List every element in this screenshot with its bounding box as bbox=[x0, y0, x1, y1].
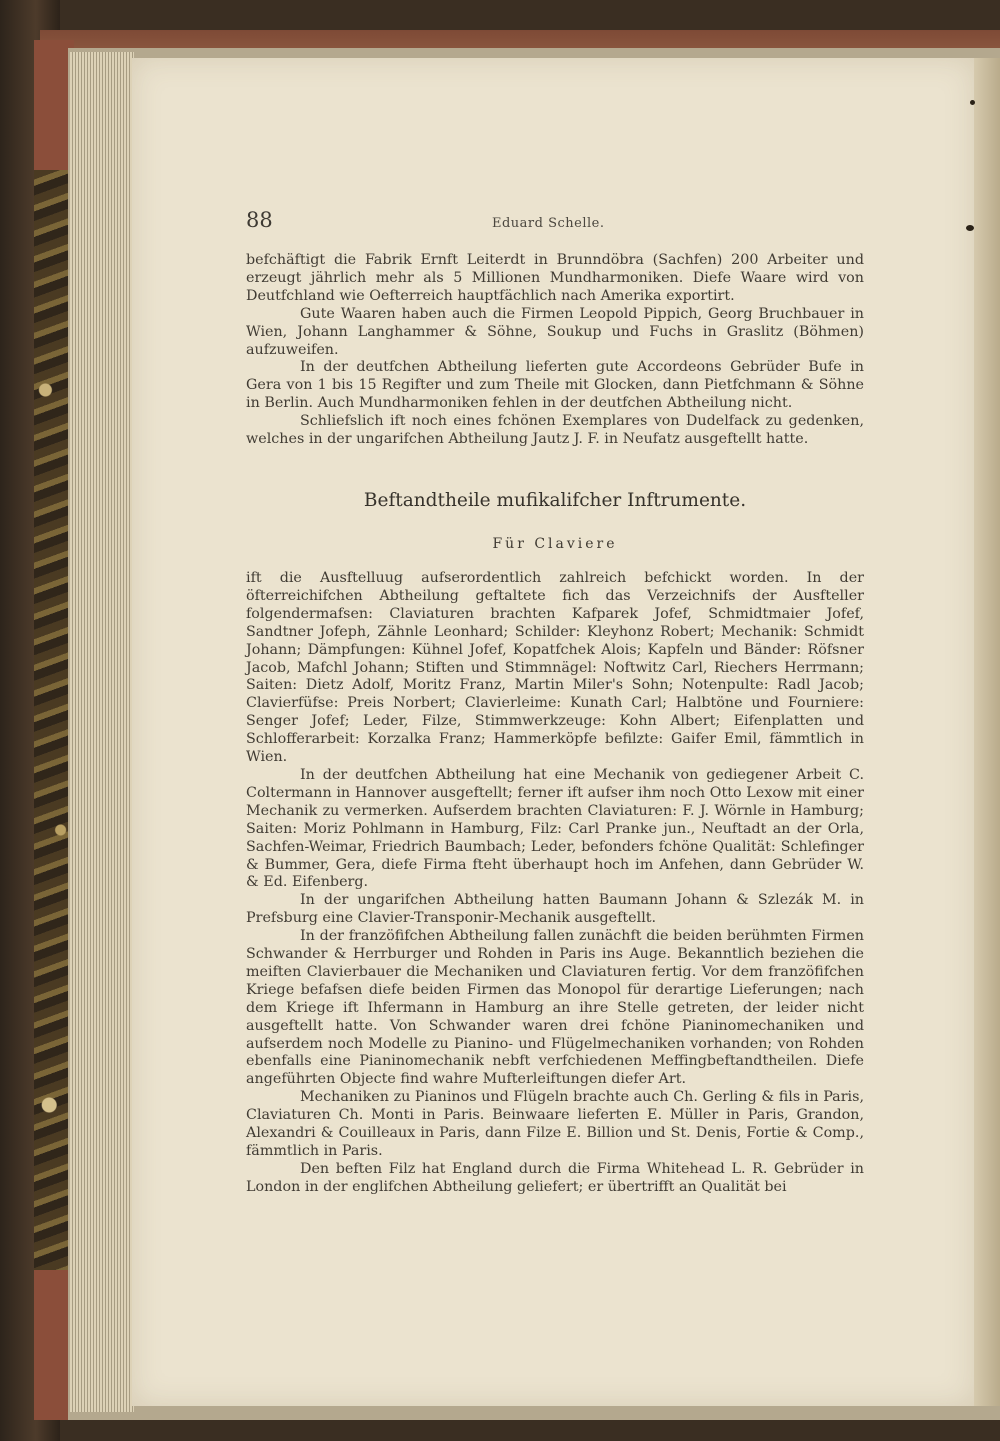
paragraph: ift die Ausftelluug aufserordentlich zahlreich befchickt worden. In der öfterreichifchen Abtheilung geftaltete fich das Verzeichnifs der Ausfteller folgendermafsen: Claviaturen brachten Kafparek Jofef, Schmidtmaier Jofef, Sandtner Jofeph, Zähnle Leonhard; Schilder: Kleyhonz Robert; Mechanik: Schmidt Johann; Dämpfungen: Kühnel Jofef, Kopatfchek Alois; Kapfeln und Bänder: Röfsner Jacob, Mafchl Johann; Stiften und Stimmnägel: Noftwitz Carl, Riechers Herrmann; Saiten: Dietz Adolf, Moritz Franz, Martin Miler's Sohn; Notenpulte: Radl Jacob; Clavierfüfse: Preis Norbert; Clavierleime: Kunath Carl; Halbtöne und Fourniere: Senger Jofef; Leder, Filze, Stimmwerkzeuge: Kohn Albert; Eifenplatten und Schlofferarbeit: Korzalka Franz; Hammerköpfe befilzte: Gaifer Emil, fämmtlich in Wien. bbox=[246, 570, 864, 766]
page-right-edge bbox=[972, 58, 1000, 1406]
ink-speck bbox=[966, 225, 974, 231]
paragraph: befchäftigt die Fabrik Ernft Leiterdt in Brunndöbra (Sachfen) 200 Arbeiter und erzeugt jährlich mehr als 5 Millionen Mundharmoniken. Diefe Waare wird von Deutfchland wie Oefterreich hauptfächlich nach Amerika exportirt. bbox=[246, 252, 864, 304]
page-header bbox=[246, 208, 866, 238]
subsection-title: Für Claviere bbox=[492, 536, 618, 552]
running-head: Eduard Schelle. bbox=[492, 216, 605, 231]
paragraph: In der deutfchen Abtheilung hat eine Mechanik von gediegener Arbeit C. Coltermann in Hannover ausgeftellt; ferner ift aufser ihm noch Otto Lexow mit einer Mechanik zu vermerken. Aufserdem brachten Claviaturen: F. J. Wörnle in Hamburg; Saiten: Moriz Pohlmann in Hamburg, Filz: Carl Pranke jun., Neuftadt an der Orla, Sachfen-Weimar, Friedrich Baumbach; Leder, befonders fchöne Qualität: Schlefinger & Bummer, Gera, diefe Firma fteht überhaupt hoch im Anfehen, dann Gebrüder W. & Ed. Eifenberg. bbox=[246, 766, 864, 891]
paragraph: Mechaniken zu Pianinos und Flügeln brachte auch Ch. Gerling & fils in Paris, Claviaturen Ch. Monti in Paris. Beinwaare lieferten E. Müller in Paris, Grandon, Alexandri & Couilleaux in Paris, dann Filze E. Billion und St. Denis, Fortie & Comp., fämmtlich in Paris. bbox=[246, 1089, 864, 1159]
ink-speck bbox=[970, 100, 975, 105]
marbled-endpaper bbox=[34, 170, 72, 1270]
page-edges bbox=[70, 52, 134, 1412]
paragraph: In der franzöfifchen Abtheilung fallen zunächft die beiden berühmten Firmen Schwander & Herrburger und Rohden in Paris ins Auge. Bekanntlich beziehen die meiften Clavierbauer die Mechaniken und Claviaturen fertig. Vor dem franzöfifchen Kriege befafsen diefe beiden Firmen das Monopol für derartige Lieferungen; nach dem Kriege ift Ihfermann in Hamburg an ihre Stelle getreten, der leider nicht ausgeftellt hatte. Von Schwander waren drei fchöne Pianinomechaniken und aufserdem noch Modelle zu Pianino- und Flügelmechaniken vorhanden; von Rohden ebenfalls eine Pianinomechanik nebft verfchiedenen Meffingbeftandtheilen. Diefe angeführten Objecte find wahre Mufterleiftungen diefer Art. bbox=[246, 928, 864, 1088]
paragraph: In der ungarifchen Abtheilung hatten Baumann Johann & Szlezák M. in Prefsburg eine Clavier-Transponir-Mechanik ausgeftellt. bbox=[246, 892, 864, 927]
body-text-top bbox=[246, 252, 864, 449]
paragraph: Gute Waaren haben auch die Firmen Leopold Pippich, Georg Bruchbauer in Wien, Johann Langhammer & Söhne, Soukup und Fuchs in Graslitz (Böhmen) aufzuweifen. bbox=[246, 305, 864, 358]
paragraph: In der deutfchen Abtheilung lieferten gute Accordeons Gebrüder Bufe in Gera von 1 bis 15 Regifter und zum Theile mit Glocken, dann Pietfchmann & Söhne in Berlin. Auch Mundharmoniken fehlen in der deutfchen Abtheilung nicht. bbox=[246, 359, 864, 412]
paragraph: Schliefslich ift noch eines fchönen Exemplares von Dudelfack zu gedenken, welches in der ungarifchen Abtheilung Jautz J. F. in Neufatz ausgeftellt hatte. bbox=[246, 413, 864, 448]
body-text-bottom bbox=[246, 570, 864, 1197]
section-title: Beftandtheile mufikalifcher Inftrumente. bbox=[363, 490, 747, 511]
page-number: 88 bbox=[246, 208, 273, 232]
paragraph: Den beften Filz hat England durch die Firma Whitehead L. R. Gebrüder in London in der englifchen Abtheilung geliefert; er übertrifft an Qualität bei bbox=[246, 1160, 864, 1195]
